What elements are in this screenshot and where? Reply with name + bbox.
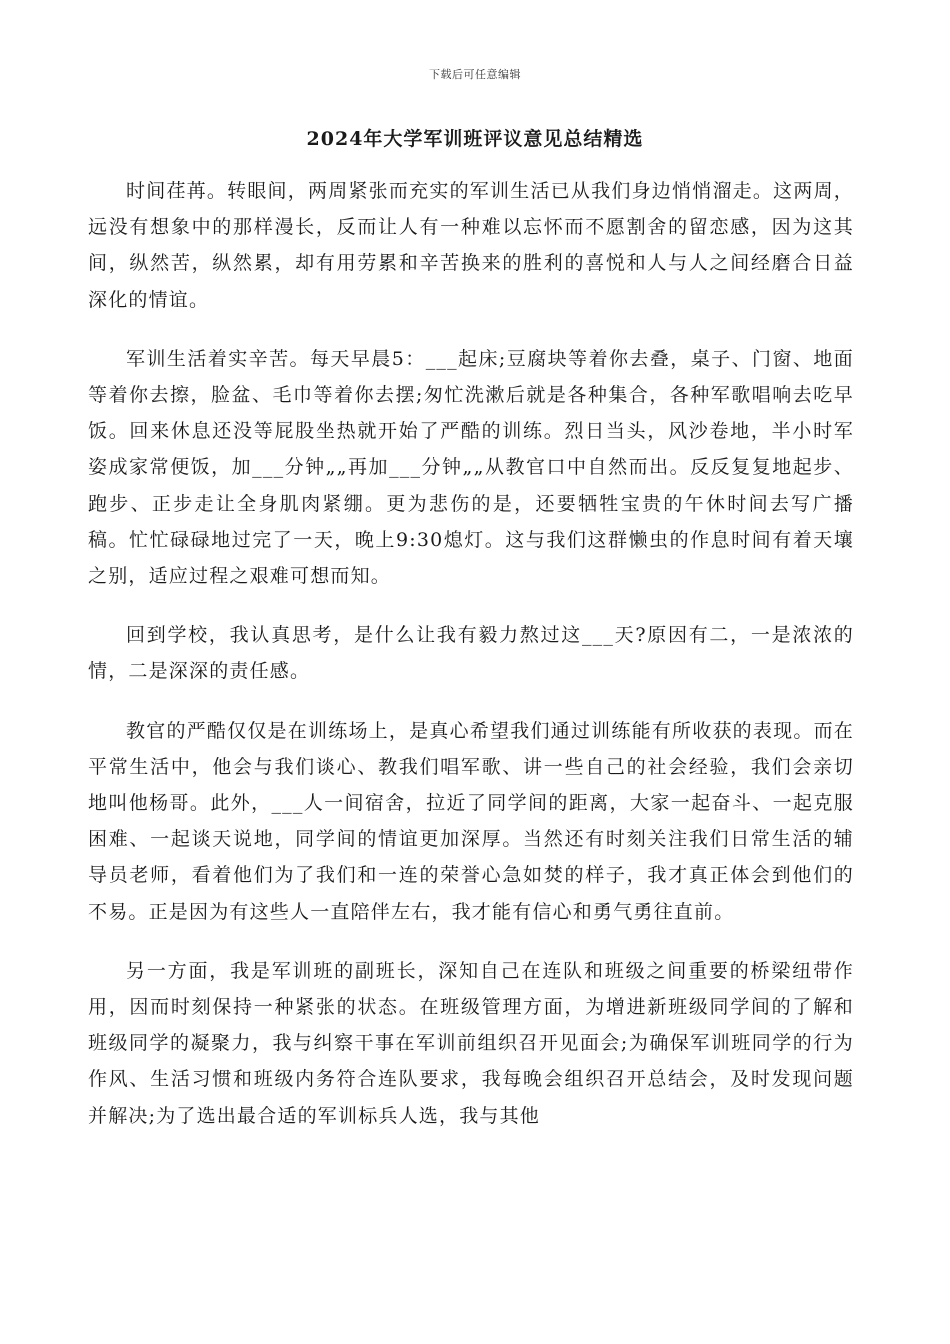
paragraph-4: 教官的严酷仅仅是在训练场上，是真心希望我们通过训练能有所收获的表现。而在平常生活中，他会与我们谈心、教我们唱军歌、讲一些自己的社会经验，我们会亲切地叫他杨哥。此外，___人一间宿舍，拉近了同学间的距离，大家一起奋斗、一起克服困难、一起谈天说地，同学间的情谊更加深厚。当然还有时刻关注我们日常生活的辅导员老师，看着他们为了我们和一连的荣誉心急如焚的样子，我才真正体会到他们的不易。正是因为有这些人一直陪伴左右，我才能有信心和勇气勇往直前。 <box>88 719 854 923</box>
document-body <box>88 173 854 1157</box>
paragraph-2: 军训生活着实辛苦。每天早晨5：___起床;豆腐块等着你去叠，桌子、门窗、地面等着你去擦，脸盆、毛巾等着你去摆;匆忙洗漱后就是各种集合，各种军歌唱响去吃早饭。回来休息还没等屁股坐热就开始了严酷的训练。烈日当头，风沙卷地，半小时军姿成家常便饭，加___分钟„„再加___分钟„„从教官口中自然而出。反反复复地起步、跑步、正步走让全身肌肉紧绷。更为悲伤的是，还要牺牲宝贵的午休时间去写广播稿。忙忙碌碌地过完了一天，晚上9:30熄灯。这与我们这群懒虫的作息时间有着天壤之别，适应过程之艰难可想而知。 <box>88 347 854 588</box>
paragraph-3: 回到学校，我认真思考，是什么让我有毅力熬过这___天?原因有二，一是浓浓的情，二是深深的责任感。 <box>88 624 854 683</box>
paragraph-5: 另一方面，我是军训班的副班长，深知自己在连队和班级之间重要的桥梁纽带作用，因而时刻保持一种紧张的状态。在班级管理方面，为增进新班级同学间的了解和班级同学的凝聚力，我与纠察干事在军训前组织召开见面会;为确保军训班同学的行为作风、生活习惯和班级内务符合连队要求，我每晚会组织召开总结会，及时发现问题并解决;为了选出最合适的军训标兵人选，我与其他 <box>88 959 854 1127</box>
paragraph-1: 时间荏苒。转眼间，两周紧张而充实的军训生活已从我们身边悄悄溜走。这两周，远没有想象中的那样漫长，反而让人有一种难以忘怀而不愿割舍的留恋感，因为这其间，纵然苦，纵然累，却有用劳累和辛苦换来的胜利的喜悦和人与人之间经磨合日益深化的情谊。 <box>88 180 854 311</box>
header-note: 下载后可任意编辑 <box>429 68 521 81</box>
document-title: 2024年大学军训班评议意见总结精选 <box>306 128 644 150</box>
